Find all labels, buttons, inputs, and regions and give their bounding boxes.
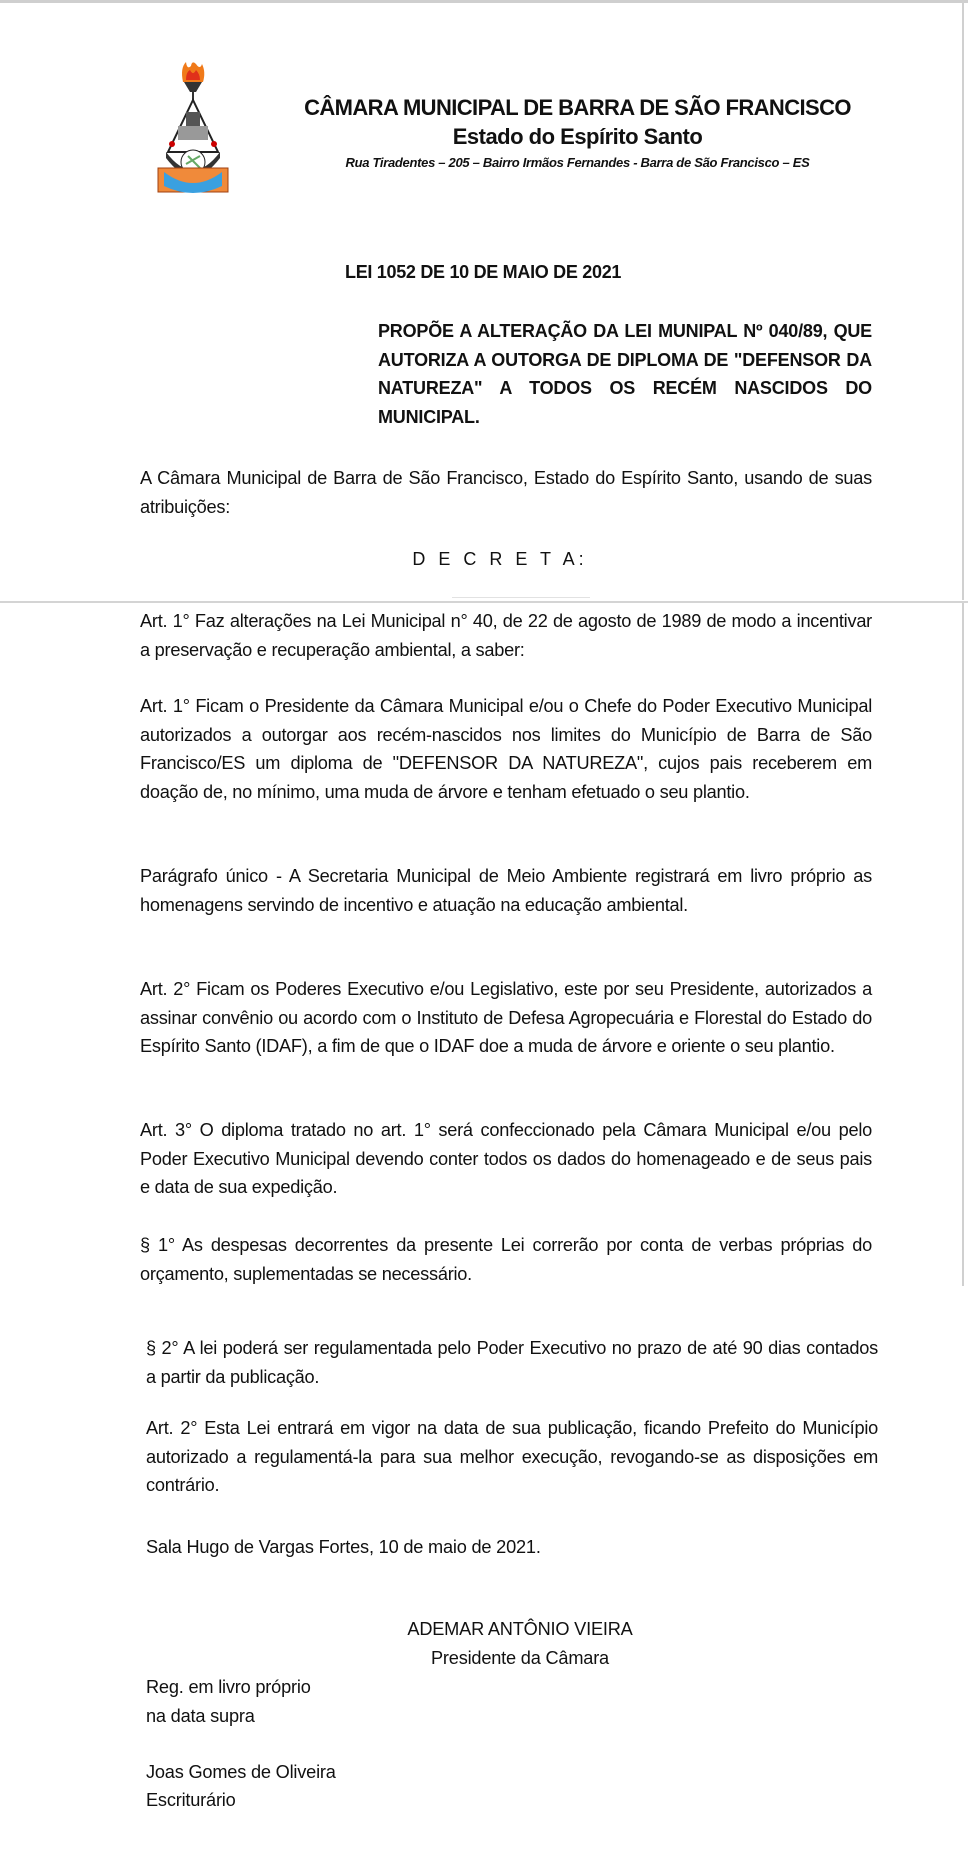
page-break — [0, 601, 968, 603]
clerk-name: Joas Gomes de Oliveira — [146, 1762, 336, 1782]
institution-name: CÂMARA MUNICIPAL DE BARRA DE SÃO FRANCISCO — [304, 95, 851, 120]
decreta-heading: D E C R E T A: — [412, 549, 588, 569]
page-break-marker — [452, 597, 590, 598]
registry-note-line2: na data supra — [146, 1706, 255, 1726]
law-title: LEI 1052 DE 10 DE MAIO DE 2021 — [345, 262, 622, 282]
institution-address: Rua Tiradentes – 205 – Bairro Irmãos Fernandes - Barra de São Francisco – ES — [345, 155, 810, 170]
place-date: Sala Hugo de Vargas Fortes, 10 de maio de 2021. — [146, 1537, 541, 1557]
article-paragraph: Parágrafo único - A Secretaria Municipal de Meio Ambiente registrará em livro próprio as homenagens servindo de incentivo e atuação na educação ambiental. — [140, 866, 872, 915]
article-paragraph: § 1° As despesas decorrentes da presente Lei correrão por conta de verbas próprias do orçamento, suplementadas se necessário. — [140, 1235, 872, 1284]
article-paragraph: § 2° A lei poderá ser regulamentada pelo Poder Executivo no prazo de até 90 dias contados a partir da publicação. — [146, 1338, 878, 1387]
municipal-coat-of-arms-logo — [156, 60, 230, 196]
article-paragraph: Art. 2° Ficam os Poderes Executivo e/ou Legislativo, este por seu Presidente, autorizados a assinar convênio ou acordo com o Instituto de Defesa Agropecuária e Florestal do Estado do Espírito Santo (IDAF), a fim de que o IDAF doe a muda de árvore e oriente o seu plantio. — [140, 979, 872, 1057]
article-paragraph: Art. 1° Ficam o Presidente da Câmara Municipal e/ou o Chefe do Poder Executivo Municipal autorizados a outorgar aos recém-nascidos nos limites do Município de Barra de São Francisco/ES um diploma de "DEFENSOR DA NATUREZA", cujos pais receberem em doação de, no mínimo, uma muda de árvore e tenham efetuado o seu plantio. — [140, 696, 872, 802]
page-border-right — [962, 602, 964, 1286]
page-border-top — [0, 0, 968, 3]
state-name: Estado do Espírito Santo — [452, 124, 703, 149]
clerk-role: Escriturário — [146, 1790, 236, 1810]
article-paragraph: Art. 3° O diploma tratado no art. 1° será confeccionado pela Câmara Municipal e/ou pelo Poder Executivo Municipal devendo conter todos os dados do homenageado e de seus pais e data de sua expedição. — [140, 1120, 872, 1198]
article-paragraph: Art. 2° Esta Lei entrará em vigor na data de sua publicação, ficando Prefeito do Município autorizado a regulamentá-la para sua melhor execução, revogando-se as disposições em contrário. — [146, 1418, 878, 1496]
registry-note-line1: Reg. em livro próprio — [146, 1677, 311, 1697]
law-ementa: PROPÕE A ALTERAÇÃO DA LEI MUNIPAL Nº 040/89, QUE AUTORIZA A OUTORGA DE DIPLOMA DE "DEFENSOR DA NATUREZA" A TODOS OS RECÉM NASCIDOS DO MUNICIPAL. — [378, 321, 872, 427]
president-name: ADEMAR ANTÔNIO VIEIRA — [407, 1619, 633, 1639]
preamble: A Câmara Municipal de Barra de São Francisco, Estado do Espírito Santo, usando de suas atribuições: — [140, 468, 872, 517]
page-border-right — [962, 0, 964, 600]
president-role: Presidente da Câmara — [431, 1648, 609, 1668]
article-paragraph: Art. 1° Faz alterações na Lei Municipal n° 40, de 22 de agosto de 1989 de modo a incentivar a preservação e recuperação ambiental, a saber: — [140, 611, 872, 660]
